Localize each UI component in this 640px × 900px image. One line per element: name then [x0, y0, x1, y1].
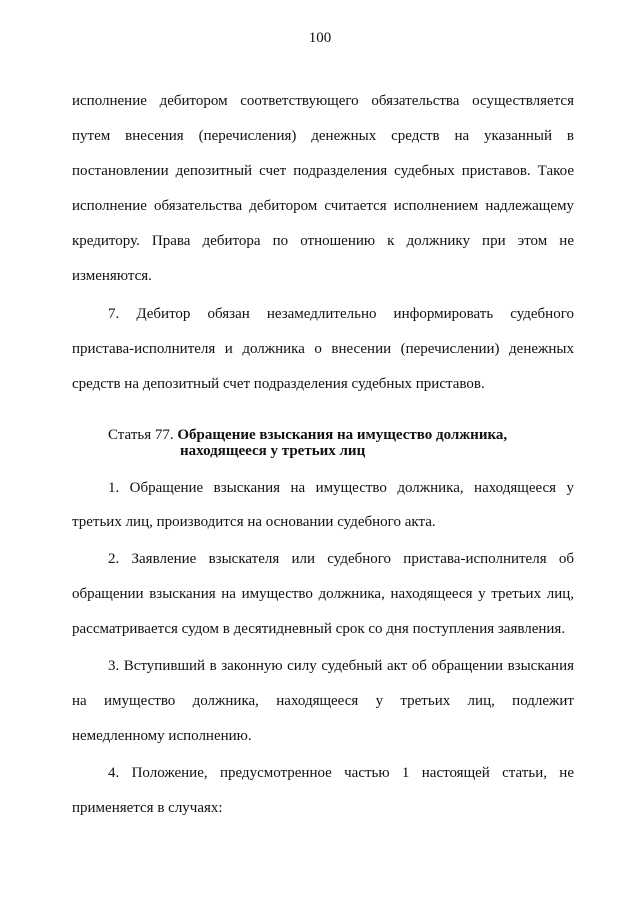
paragraph-7-line: 7. Дебитор обязан незамедлительно информировать судебного	[108, 306, 574, 322]
page-number: 100	[308, 30, 332, 46]
text-line: путем внесения (перечисления) денежных средств на указанный в	[72, 128, 574, 144]
paragraph-4-line: 4. Положение, предусмотренное частью 1 настоящей статьи, не	[108, 765, 574, 781]
text-line: изменяются.	[72, 268, 152, 284]
paragraph-7-line: пристава-исполнителя и должника о внесении (перечислении) денежных	[72, 341, 574, 357]
text-line: постановлении депозитный счет подразделения судебных приставов. Такое	[72, 163, 574, 179]
text-line: исполнение дебитором соответствующего обязательства осуществляется	[72, 93, 574, 109]
paragraph-4-line: применяется в случаях:	[72, 800, 223, 816]
paragraph-7-line: средств на депозитный счет подразделения судебных приставов.	[72, 376, 485, 392]
paragraph-2-line: 2. Заявление взыскателя или судебного пристава-исполнителя об	[108, 551, 574, 567]
paragraph-3-line: 3. Вступивший в законную силу судебный акт об обращении взыскания	[108, 658, 574, 674]
article-prefix: Статья 77.	[108, 427, 174, 443]
paragraph-2-line: рассматривается судом в десятидневный срок со дня поступления заявления.	[72, 621, 566, 637]
paragraph-1-line: 1. Обращение взыскания на имущество должника, находящееся у	[108, 480, 574, 496]
text-line: кредитору. Права дебитора по отношению к должнику при этом не	[72, 233, 574, 249]
article-title-cont: находящееся у третьих лиц	[180, 443, 366, 459]
paragraph-3-line: немедленному исполнению.	[72, 728, 252, 744]
paragraph-3-line: на имущество должника, находящееся у третьих лиц, подлежит	[72, 693, 574, 709]
text-line: исполнение обязательства дебитором считается исполнением надлежащему	[72, 198, 574, 214]
article-title: Обращение взыскания на имущество должника,	[177, 427, 508, 443]
paragraph-1-line: третьих лиц, производится на основании судебного акта.	[72, 514, 436, 530]
paragraph-2-line: обращении взыскания на имущество должника, находящееся у третьих лиц,	[72, 586, 574, 602]
article-heading-cont	[180, 442, 365, 460]
